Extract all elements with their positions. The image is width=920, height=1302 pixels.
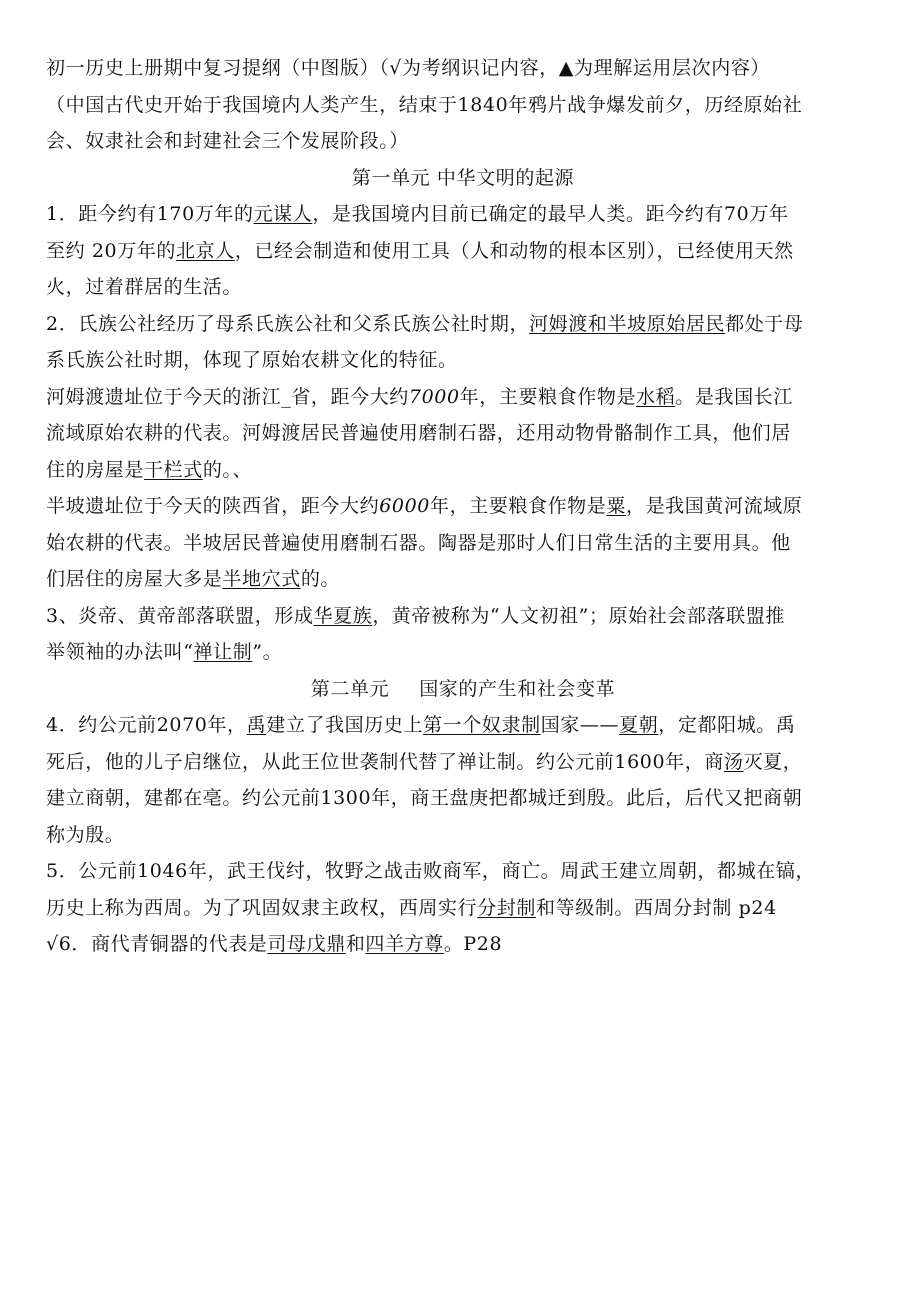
text-line [46,634,880,671]
paragraph-5 [46,853,880,926]
key-term: 禅让制 [193,641,253,663]
text: ，是我国境内目前已确定的最早人类。距今约有70万年 [312,203,789,225]
paragraph-3 [46,598,880,671]
text: 年，主要粮食作物是 [459,385,637,408]
text-line [46,890,880,927]
key-term: 粟 [606,495,626,517]
paragraph-2 [46,306,880,379]
text: 年，主要粮食作物是 [429,495,607,517]
key-term: 元谋人 [253,203,313,225]
text-line [46,379,880,416]
banpo-paragraph [46,488,880,598]
text-line [46,561,880,598]
text: ，已经会制造和使用工具（人和动物的根本区别），已经使用天然 [234,239,794,262]
text: 河姆渡遗址位于今天的浙江_省，距今大约 [46,385,409,408]
text: 至约 20万年的 [46,239,177,262]
text-line: 称为殷。 [46,823,125,846]
document-title: 初一历史上册期中复习提纲（中图版）（√为考纲识记内容，▲为理解运用层次内容） [46,57,771,79]
text: 灭夏， [743,750,803,773]
hemudu-paragraph [46,379,880,489]
text-line [46,196,880,233]
paragraph-1 [46,196,880,306]
key-term: 水稻 [636,385,676,408]
text-line: 始农耕的代表。半坡居民普遍使用磨制石器。陶器是那时人们日常生活的主要用具。他 [46,531,791,554]
intro-line: 会、奴隶社会和封建社会三个发展阶段。） [46,130,409,152]
key-term: 河姆渡和半坡原始居民 [529,312,726,335]
unit2-heading [46,671,880,708]
text-line [46,598,880,635]
text-line [46,452,880,489]
text-line: 建立商朝，建都在亳。约公元前1300年，商王盘庚把都城迁到殷。此后，后代又把商朝 [46,787,803,809]
text-line [46,233,880,270]
text: 半坡遗址位于今天的陕西省，距今大约 [46,495,380,517]
text: 和等级制。西周分封制 p24 [536,896,777,919]
paragraph-6 [46,926,880,963]
text: ，黄帝被称为“人文初祖”；原始社会部落联盟推 [372,604,785,627]
year-value: 7000 [408,385,460,408]
key-term: 干栏式 [144,458,203,481]
unit-title: 国家的产生和社会变革 [419,677,616,700]
unit1-heading: 第一单元 中华文明的起源 [351,166,575,189]
text-line [46,707,880,744]
intro-paragraph [46,87,880,160]
key-term: 分封制 [477,896,537,919]
text: 的。 [300,568,341,590]
text: 的。、 [202,458,253,481]
key-term: 第一个奴隶制 [423,714,541,736]
key-term: 夏朝 [619,714,659,736]
text: ”。 [252,641,283,663]
text-line [46,926,880,963]
text-line: 流域原始农耕的代表。河姆渡居民普遍使用磨制石器，还用动物骨骼制作工具，他们居 [46,422,791,444]
key-term: 司母戊鼎 [267,933,346,955]
text-line: 5．公元前1046年，武王伐纣，牧野之战击败商军，商亡。周武王建立周朝，都城在镐， [46,860,816,882]
text: ，是我国黄河流域原 [625,495,803,517]
text: 建立了我国历史上 [266,714,424,736]
text-line [46,744,880,781]
text: 都处于母 [725,312,804,335]
text-line [46,488,880,525]
text: 举领袖的办法叫“ [46,641,194,663]
text: 国家—— [540,714,620,736]
text: 2．氏族公社经历了母系氏族公社和父系氏族公社时期， [46,312,530,335]
text: √6．商代青铜器的代表是 [46,933,268,955]
document-page [46,50,880,963]
year-value: 6000 [379,495,430,517]
key-term: 半地穴式 [222,568,301,590]
text-line: 火，过着群居的生活。 [46,276,243,298]
paragraph-4 [46,707,880,853]
text: 和 [345,933,366,955]
key-term: 华夏族 [313,604,373,627]
text: 3、炎帝、黄帝部落联盟，形成 [46,604,314,627]
key-term: 禹 [246,714,267,736]
text-line [46,306,880,343]
text: 。P28 [443,933,503,955]
text: 1．距今约有170万年的 [46,203,254,225]
text: 4．约公元前2070年， [46,714,247,736]
intro-line: （中国古代史开始于我国境内人类产生，结束于1840年鸦片战争爆发前夕，历经原始社 [46,93,803,116]
key-term: 四羊方尊 [365,933,444,955]
text: 们居住的房屋大多是 [46,568,223,590]
key-term: 汤 [723,750,744,773]
text: ，定都阳城。禹 [658,714,796,736]
text-line: 系氏族公社时期，体现了原始农耕文化的特征。 [46,349,458,371]
unit-number: 第二单元 [310,677,390,700]
text: 。是我国长江 [675,385,793,408]
text: 死后，他的儿子启继位，从此王位世袭制代替了禅让制。约公元前1600年，商 [46,750,724,773]
text: 住的房屋是 [46,458,145,481]
text: 历史上称为西周。为了巩固奴隶主政权，西周实行 [46,896,478,919]
key-term: 北京人 [176,239,235,262]
